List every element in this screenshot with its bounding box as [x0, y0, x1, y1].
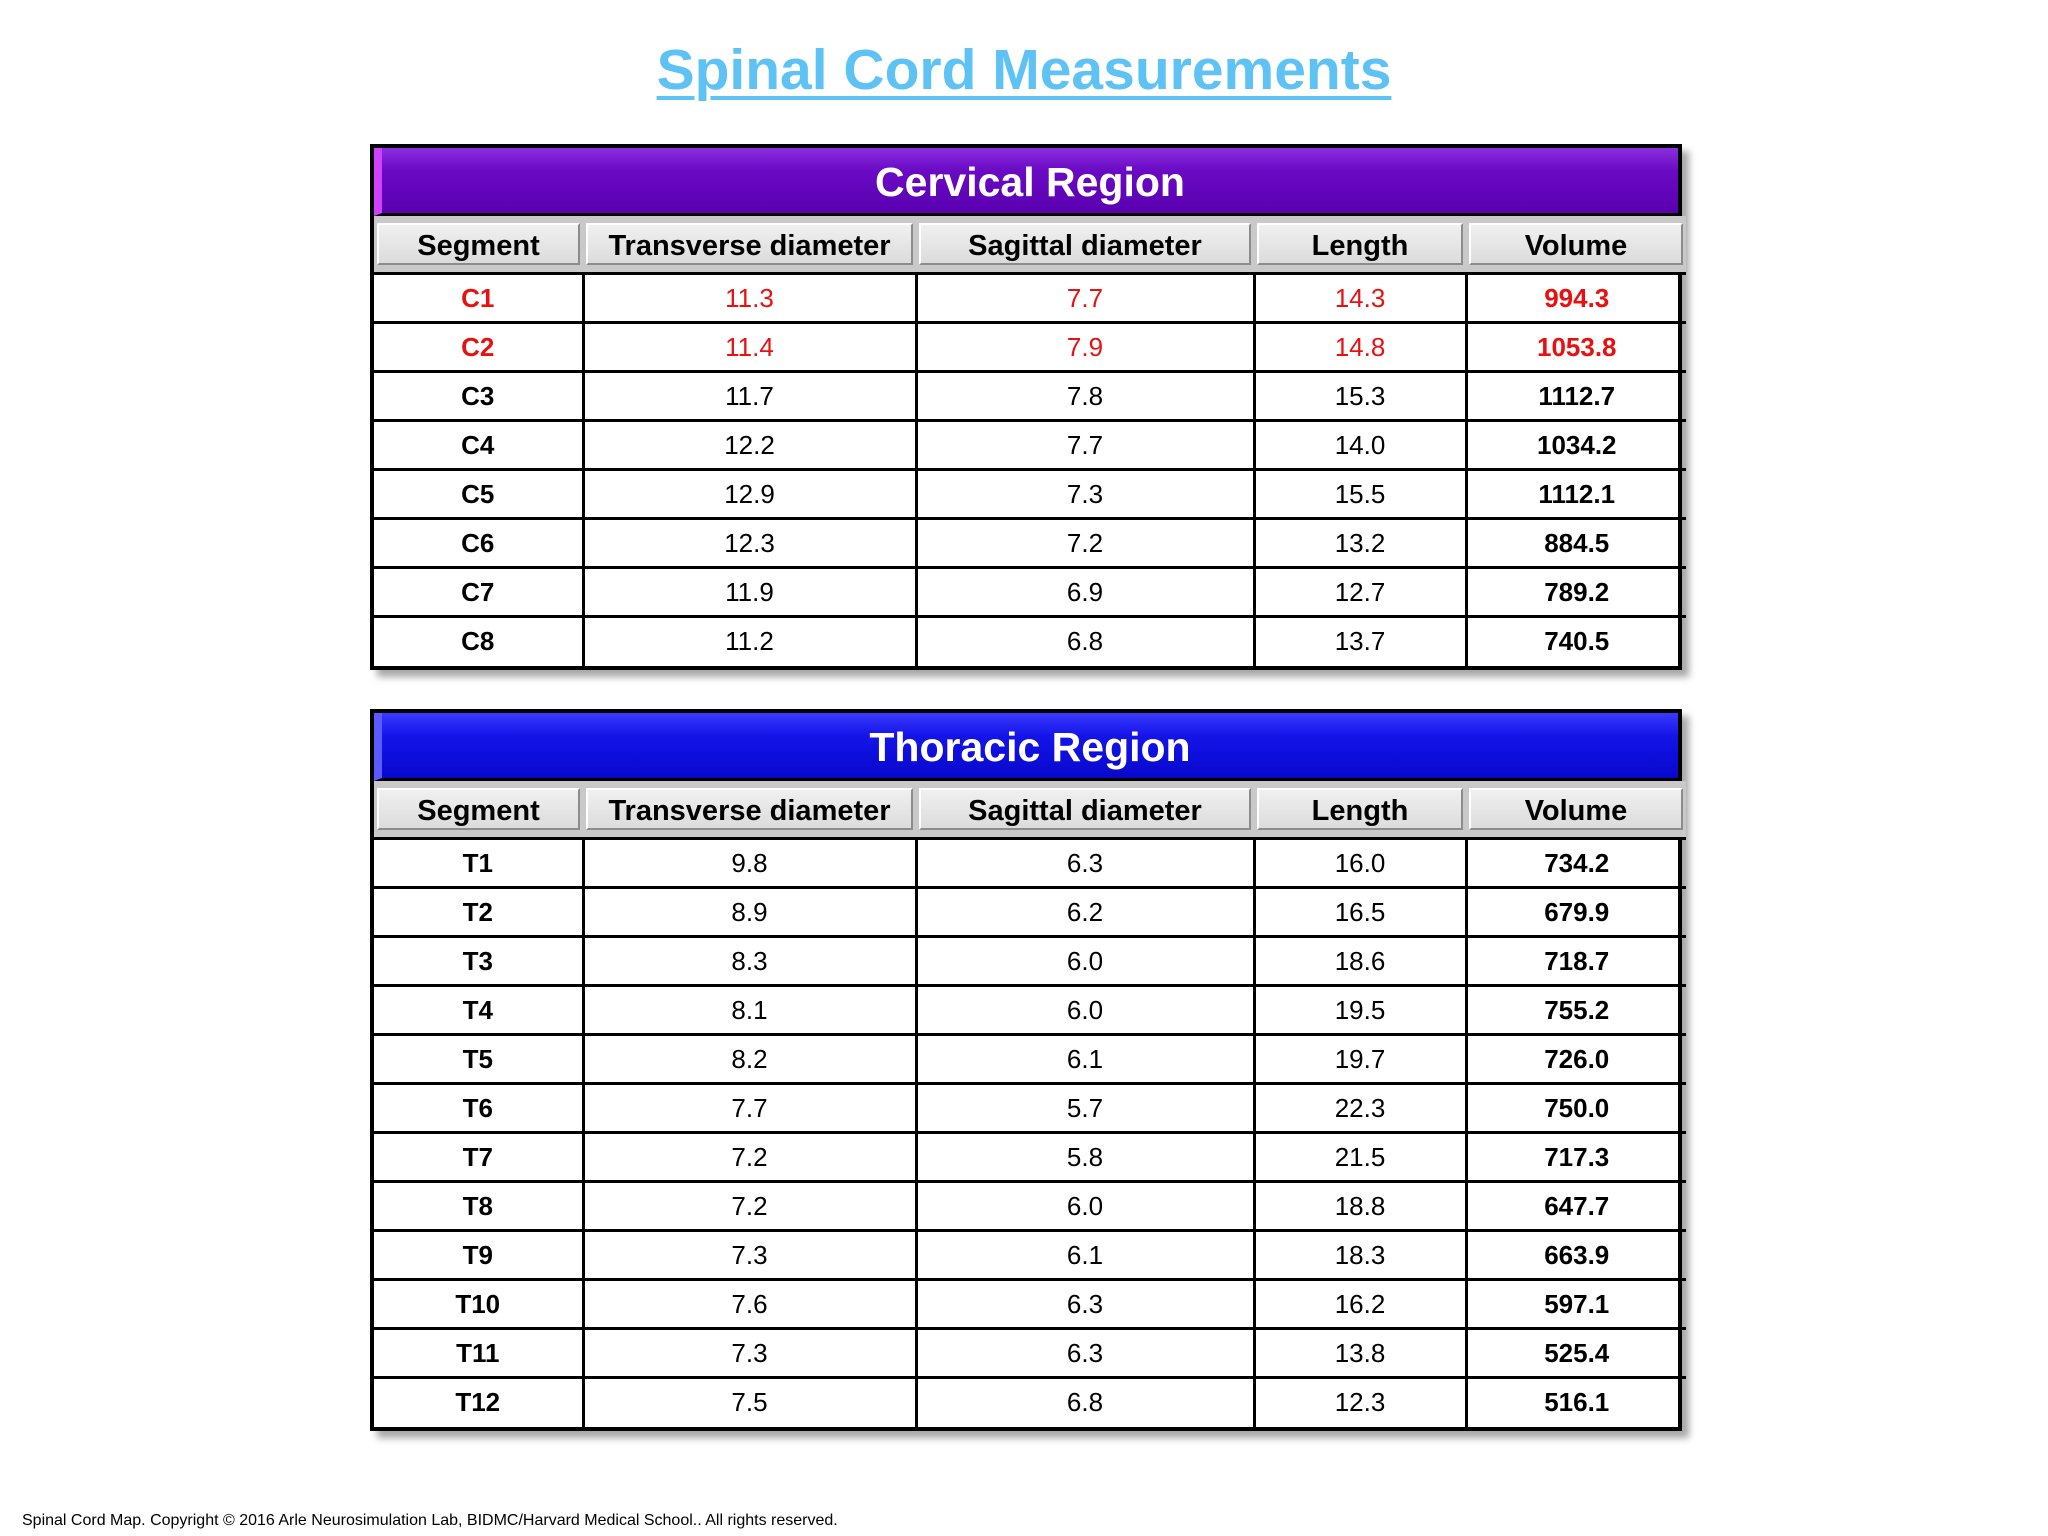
sagittal-cell: 7.9	[916, 323, 1254, 372]
volume-cell: 718.7	[1466, 937, 1686, 986]
column-header-sagittal: Sagittal diameter	[916, 781, 1254, 839]
table-row	[374, 617, 1686, 666]
page-title	[0, 34, 2048, 106]
transverse-cell: 7.3	[583, 1231, 916, 1280]
transverse-cell: 11.2	[583, 617, 916, 666]
table-row	[374, 1231, 1686, 1280]
cervical-table	[374, 216, 1686, 666]
table-row	[374, 1280, 1686, 1329]
length-cell: 21.5	[1254, 1133, 1466, 1182]
sagittal-cell: 5.7	[916, 1084, 1254, 1133]
table-row	[374, 986, 1686, 1035]
volume-cell: 734.2	[1466, 839, 1686, 888]
segment-cell: C6	[374, 519, 583, 568]
volume-cell: 597.1	[1466, 1280, 1686, 1329]
segment-cell: C2	[374, 323, 583, 372]
volume-cell: 525.4	[1466, 1329, 1686, 1378]
thoracic-header-row	[374, 781, 1686, 839]
transverse-cell: 8.9	[583, 888, 916, 937]
table-row	[374, 568, 1686, 617]
thoracic-table-body	[374, 839, 1686, 1427]
volume-cell: 516.1	[1466, 1378, 1686, 1427]
table-row	[374, 421, 1686, 470]
transverse-cell: 7.2	[583, 1182, 916, 1231]
sagittal-cell: 6.1	[916, 1231, 1254, 1280]
column-header-volume: Volume	[1466, 216, 1686, 274]
sagittal-cell: 6.0	[916, 937, 1254, 986]
volume-cell: 789.2	[1466, 568, 1686, 617]
sagittal-cell: 6.8	[916, 617, 1254, 666]
length-cell: 13.7	[1254, 617, 1466, 666]
segment-cell: C5	[374, 470, 583, 519]
table-row	[374, 937, 1686, 986]
transverse-cell: 7.5	[583, 1378, 916, 1427]
transverse-cell: 7.7	[583, 1084, 916, 1133]
table-row	[374, 1084, 1686, 1133]
segment-cell: T6	[374, 1084, 583, 1133]
sagittal-cell: 6.0	[916, 986, 1254, 1035]
length-cell: 14.3	[1254, 274, 1466, 323]
transverse-cell: 11.3	[583, 274, 916, 323]
segment-cell: C3	[374, 372, 583, 421]
transverse-cell: 11.9	[583, 568, 916, 617]
segment-cell: T8	[374, 1182, 583, 1231]
sagittal-cell: 6.0	[916, 1182, 1254, 1231]
segment-cell: C4	[374, 421, 583, 470]
volume-cell: 740.5	[1466, 617, 1686, 666]
length-cell: 16.0	[1254, 839, 1466, 888]
table-row	[374, 372, 1686, 421]
cervical-region-table	[370, 144, 1682, 670]
table-row	[374, 839, 1686, 888]
sagittal-cell: 7.7	[916, 421, 1254, 470]
length-cell: 14.8	[1254, 323, 1466, 372]
sagittal-cell: 7.3	[916, 470, 1254, 519]
volume-cell: 1034.2	[1466, 421, 1686, 470]
volume-cell: 726.0	[1466, 1035, 1686, 1084]
volume-cell: 1112.1	[1466, 470, 1686, 519]
length-cell: 12.3	[1254, 1378, 1466, 1427]
segment-cell: T10	[374, 1280, 583, 1329]
segment-cell: C8	[374, 617, 583, 666]
length-cell: 13.2	[1254, 519, 1466, 568]
column-header-length: Length	[1254, 781, 1466, 839]
sagittal-cell: 6.1	[916, 1035, 1254, 1084]
volume-cell: 647.7	[1466, 1182, 1686, 1231]
volume-cell: 663.9	[1466, 1231, 1686, 1280]
column-header-transverse: Transverse diameter	[583, 781, 916, 839]
length-cell: 13.8	[1254, 1329, 1466, 1378]
table-row	[374, 519, 1686, 568]
column-header-segment: Segment	[374, 216, 583, 274]
sagittal-cell: 6.3	[916, 839, 1254, 888]
transverse-cell: 11.4	[583, 323, 916, 372]
length-cell: 16.2	[1254, 1280, 1466, 1329]
volume-cell: 755.2	[1466, 986, 1686, 1035]
thoracic-region-header: Thoracic Region	[374, 713, 1678, 781]
length-cell: 19.7	[1254, 1035, 1466, 1084]
segment-cell: T1	[374, 839, 583, 888]
segment-cell: T3	[374, 937, 583, 986]
thoracic-table	[374, 781, 1686, 1427]
cervical-table-body	[374, 274, 1686, 666]
transverse-cell: 12.9	[583, 470, 916, 519]
volume-cell: 750.0	[1466, 1084, 1686, 1133]
column-header-transverse: Transverse diameter	[583, 216, 916, 274]
column-header-length: Length	[1254, 216, 1466, 274]
volume-cell: 717.3	[1466, 1133, 1686, 1182]
transverse-cell: 8.2	[583, 1035, 916, 1084]
transverse-cell: 7.6	[583, 1280, 916, 1329]
table-row	[374, 1329, 1686, 1378]
sagittal-cell: 7.2	[916, 519, 1254, 568]
sagittal-cell: 6.3	[916, 1329, 1254, 1378]
length-cell: 16.5	[1254, 888, 1466, 937]
length-cell: 19.5	[1254, 986, 1466, 1035]
transverse-cell: 9.8	[583, 839, 916, 888]
length-cell: 18.3	[1254, 1231, 1466, 1280]
transverse-cell: 8.1	[583, 986, 916, 1035]
length-cell: 15.3	[1254, 372, 1466, 421]
length-cell: 22.3	[1254, 1084, 1466, 1133]
length-cell: 18.6	[1254, 937, 1466, 986]
segment-cell: T4	[374, 986, 583, 1035]
transverse-cell: 7.3	[583, 1329, 916, 1378]
cervical-header-row	[374, 216, 1686, 274]
sagittal-cell: 5.8	[916, 1133, 1254, 1182]
segment-cell: C7	[374, 568, 583, 617]
sagittal-cell: 6.8	[916, 1378, 1254, 1427]
volume-cell: 994.3	[1466, 274, 1686, 323]
table-row	[374, 274, 1686, 323]
table-row	[374, 1133, 1686, 1182]
sagittal-cell: 7.7	[916, 274, 1254, 323]
copyright-footer: Spinal Cord Map. Copyright © 2016 Arle Neurosimulation Lab, BIDMC/Harvard Medical School.. All rights reserved.	[22, 1512, 838, 1529]
length-cell: 18.8	[1254, 1182, 1466, 1231]
segment-cell: C1	[374, 274, 583, 323]
volume-cell: 1112.7	[1466, 372, 1686, 421]
transverse-cell: 11.7	[583, 372, 916, 421]
thoracic-region-table	[370, 709, 1682, 1431]
volume-cell: 1053.8	[1466, 323, 1686, 372]
sagittal-cell: 6.3	[916, 1280, 1254, 1329]
segment-cell: T5	[374, 1035, 583, 1084]
column-header-segment: Segment	[374, 781, 583, 839]
transverse-cell: 8.3	[583, 937, 916, 986]
table-row	[374, 1378, 1686, 1427]
transverse-cell: 12.3	[583, 519, 916, 568]
length-cell: 12.7	[1254, 568, 1466, 617]
sagittal-cell: 7.8	[916, 372, 1254, 421]
segment-cell: T7	[374, 1133, 583, 1182]
segment-cell: T12	[374, 1378, 583, 1427]
volume-cell: 884.5	[1466, 519, 1686, 568]
table-row	[374, 1035, 1686, 1084]
length-cell: 14.0	[1254, 421, 1466, 470]
column-header-volume: Volume	[1466, 781, 1686, 839]
transverse-cell: 12.2	[583, 421, 916, 470]
segment-cell: T2	[374, 888, 583, 937]
sagittal-cell: 6.2	[916, 888, 1254, 937]
segment-cell: T11	[374, 1329, 583, 1378]
table-row	[374, 323, 1686, 372]
segment-cell: T9	[374, 1231, 583, 1280]
sagittal-cell: 6.9	[916, 568, 1254, 617]
table-row	[374, 1182, 1686, 1231]
transverse-cell: 7.2	[583, 1133, 916, 1182]
volume-cell: 679.9	[1466, 888, 1686, 937]
length-cell: 15.5	[1254, 470, 1466, 519]
table-row	[374, 888, 1686, 937]
cervical-region-header: Cervical Region	[374, 148, 1678, 216]
page-title-text: Spinal Cord Measurements	[656, 38, 1392, 102]
column-header-sagittal: Sagittal diameter	[916, 216, 1254, 274]
table-row	[374, 470, 1686, 519]
